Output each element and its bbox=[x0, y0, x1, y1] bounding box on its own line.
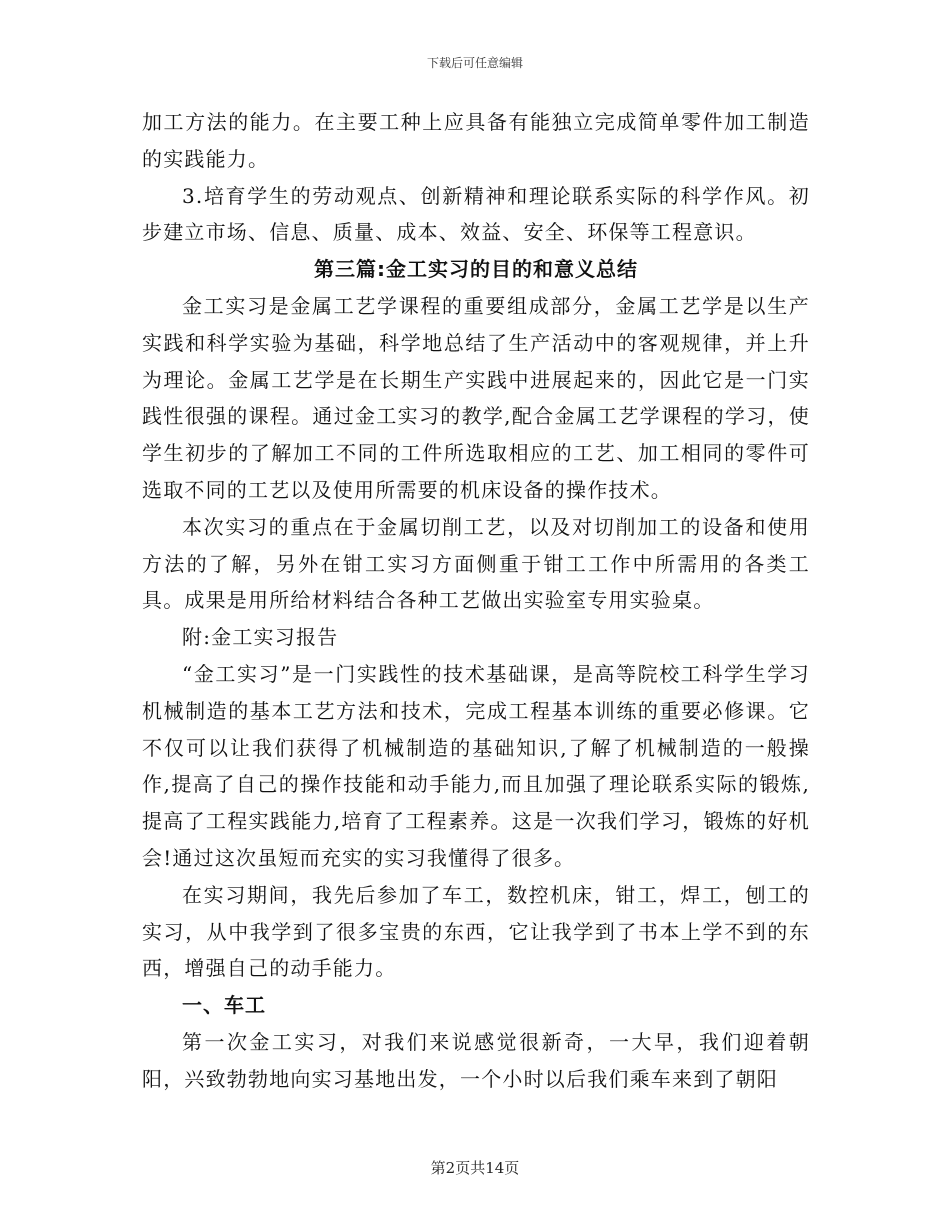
page-footer: 第2页共14页 bbox=[430, 1159, 520, 1177]
paragraph-report-intro: “金工实习”是一门实践性的技术基础课，是高等院校工科学生学习机械制造的基本工艺方法和技术，完成工程基本训练的重要必修课。它不仅可以让我们获得了机械制造的基础知识,了解了机械制造的一般操作,提高了自己的操作技能和动手能力,而且加强了理论联系实际的锻炼,提高了工程实践能力,培育了工程素养。这是一次我们学习，锻炼的好机会!通过这次虽短而充实的实习我懂得了很多。 bbox=[142, 661, 810, 870]
paragraph-intro: 金工实习是金属工艺学课程的重要组成部分，金属工艺学是以生产实践和科学实验为基础，科学地总结了生产活动中的客观规律，并上升为理论。金属工艺学是在长期生产实践中进展起来的，因此它是一门实践性很强的课程。通过金工实习的教学,配合金属工艺学课程的学习，使学生初步的了解加工不同的工件所选取相应的工艺、加工相同的零件可选取不同的工艺以及使用所需要的机床设备的操作技术。 bbox=[142, 293, 810, 502]
document-body bbox=[142, 104, 810, 1098]
paragraph-focus: 本次实习的重点在于金属切削工艺，以及对切削加工的设备和使用方法的了解，另外在钳工实习方面侧重于钳工工作中所需用的各类工具。成果是用所给材料结合各种工艺做出实验室专用实验桌。 bbox=[142, 514, 810, 613]
subheading-lathe: 一、车工 bbox=[182, 993, 266, 1018]
paragraph-internship-period: 在实习期间，我先后参加了车工，数控机床，钳工，焊工，刨工的实习，从中我学到了很多宝贵的东西，它让我学到了书本上学不到的东西，增强自己的动手能力。 bbox=[142, 882, 810, 981]
section-title: 第三篇:金工实习的目的和意义总结 bbox=[314, 257, 638, 282]
paragraph-item-3: 3.培育学生的劳动观点、创新精神和理论联系实际的科学作风。初步建立市场、信息、质量、成本、效益、安全、环保等工程意识。 bbox=[142, 183, 810, 245]
paragraph-continuation: 加工方法的能力。在主要工种上应具备有能独立完成简单零件加工制造的实践能力。 bbox=[142, 110, 810, 171]
paragraph-lathe-start: 第一次金工实习，对我们来说感觉很新奇，一大早，我们迎着朝阳，兴致勃勃地向实习基地出发，一个小时以后我们乘车来到了朝阳 bbox=[142, 1029, 810, 1091]
paragraph-appendix-label: 附:金工实习报告 bbox=[182, 625, 339, 650]
page-header: 下载后可任意编辑 bbox=[426, 56, 523, 70]
